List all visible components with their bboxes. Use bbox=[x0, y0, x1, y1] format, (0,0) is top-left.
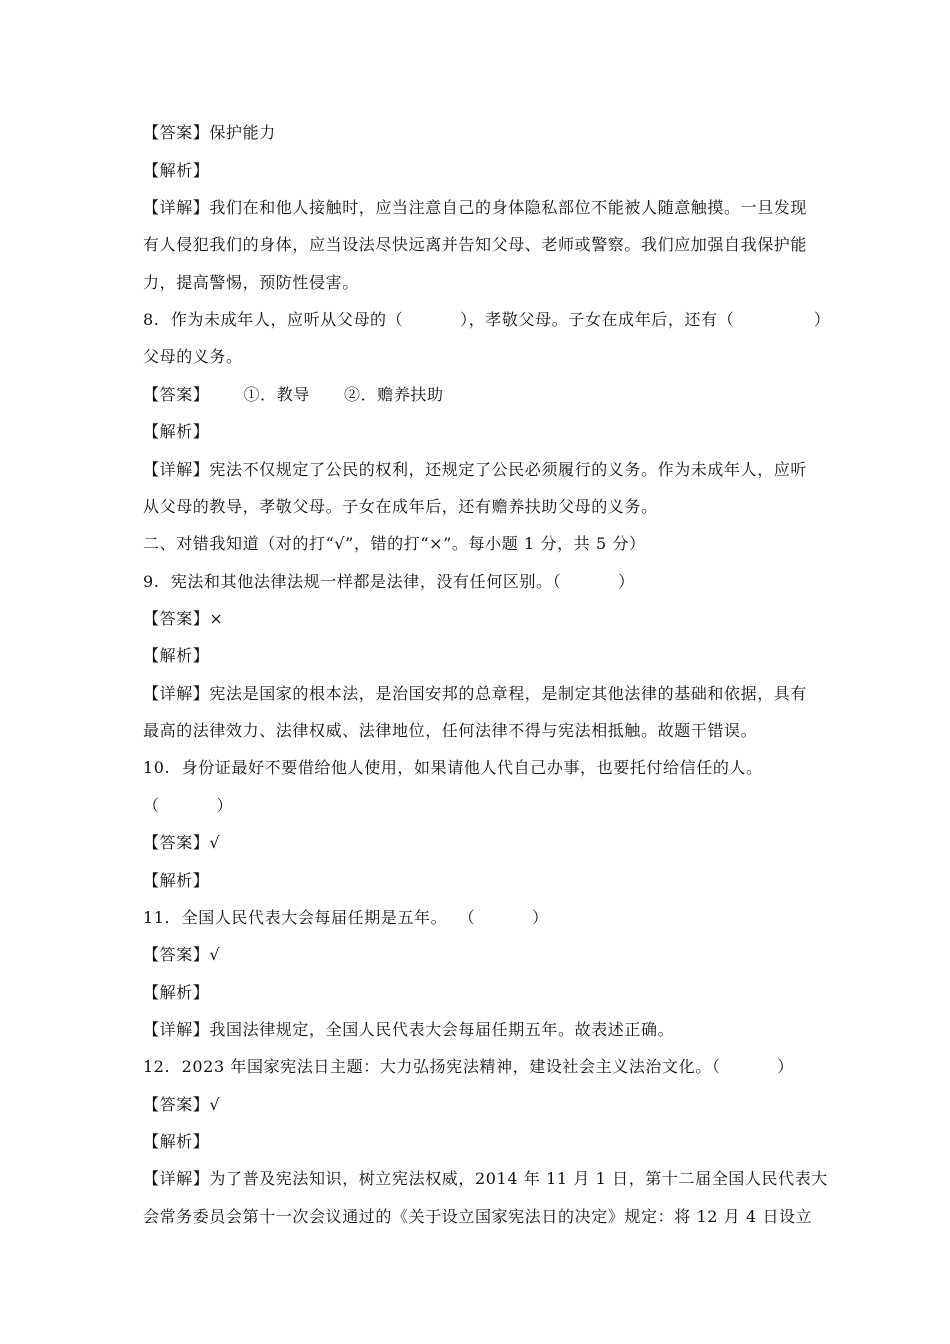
explanation-line: 有人侵犯我们的身体，应当设法尽快远离并告知父母、老师或警察。我们应加强自我保护能 bbox=[143, 235, 808, 254]
question-12: 12. 2023 年国家宪法日主题：大力弘扬宪法精神，建设社会主义法治文化。（ ） bbox=[143, 1057, 794, 1076]
answer-line: 【答案】 ①．教导 ②．赡养扶助 bbox=[143, 385, 444, 404]
question-10: 10. 身份证最好不要借给他人使用，如果请他人代自己办事，也要托付给信任的人。 bbox=[143, 758, 763, 777]
analysis-label: 【解析】 bbox=[143, 1132, 210, 1151]
explanation-line: 【详解】我们在和他人接触时，应当注意自己的身体隐私部位不能被人随意触摸。一旦发现 bbox=[143, 198, 808, 217]
analysis-label: 【解析】 bbox=[143, 983, 210, 1002]
analysis-label: 【解析】 bbox=[143, 646, 210, 665]
explanation-line: 【详解】为了普及宪法知识，树立宪法权威，2014 年 11 月 1 日，第十二届全国人民代表大 bbox=[143, 1169, 828, 1188]
analysis-label: 【解析】 bbox=[143, 161, 210, 180]
explanation-line: 会常务委员会第十一次会议通过的《关于设立国家宪法日的决定》规定：将 12 月 4 日设立 bbox=[143, 1207, 813, 1226]
explanation-line: 【详解】宪法不仅规定了公民的权利，还规定了公民必须履行的义务。作为未成年人，应听 bbox=[143, 460, 808, 479]
question-8: 8. 作为未成年人，应听从父母的（ ），孝敬父母。子女在成年后，还有（ ） bbox=[143, 310, 831, 329]
question-11: 11. 全国人民代表大会每届任期是五年。 （ ） bbox=[143, 908, 549, 927]
explanation-line: 从父母的教导，孝敬父母。子女在成年后，还有赡养扶助父母的义务。 bbox=[143, 497, 658, 516]
answer-line: 【答案】√ bbox=[143, 833, 221, 852]
explanation-line: 最高的法律效力、法律权威、法律地位，任何法律不得与宪法相抵触。故题干错误。 bbox=[143, 721, 758, 740]
answer-line: 【答案】保护能力 bbox=[143, 123, 276, 142]
answer-line: 【答案】× bbox=[143, 609, 224, 628]
answer-line: 【答案】√ bbox=[143, 1095, 221, 1114]
analysis-label: 【解析】 bbox=[143, 871, 210, 890]
question-8-cont: 父母的义务。 bbox=[143, 347, 243, 366]
answer-line: 【答案】√ bbox=[143, 945, 221, 964]
explanation-line: 力，提高警惕，预防性侵害。 bbox=[143, 273, 359, 292]
explanation-line: 【详解】宪法是国家的根本法，是治国安邦的总章程，是制定其他法律的基础和依据，具有 bbox=[143, 684, 808, 703]
question-9: 9. 宪法和其他法律法规一样都是法律，没有任何区别。（ ） bbox=[143, 572, 635, 591]
explanation-line: 【详解】我国法律规定，全国人民代表大会每届任期五年。故表述正确。 bbox=[143, 1020, 675, 1039]
section-heading: 二、对错我知道（对的打“√”，错的打“×”。每小题 1 分，共 5 分） bbox=[143, 534, 646, 553]
analysis-label: 【解析】 bbox=[143, 422, 210, 441]
question-10-cont: （ ） bbox=[143, 796, 234, 815]
